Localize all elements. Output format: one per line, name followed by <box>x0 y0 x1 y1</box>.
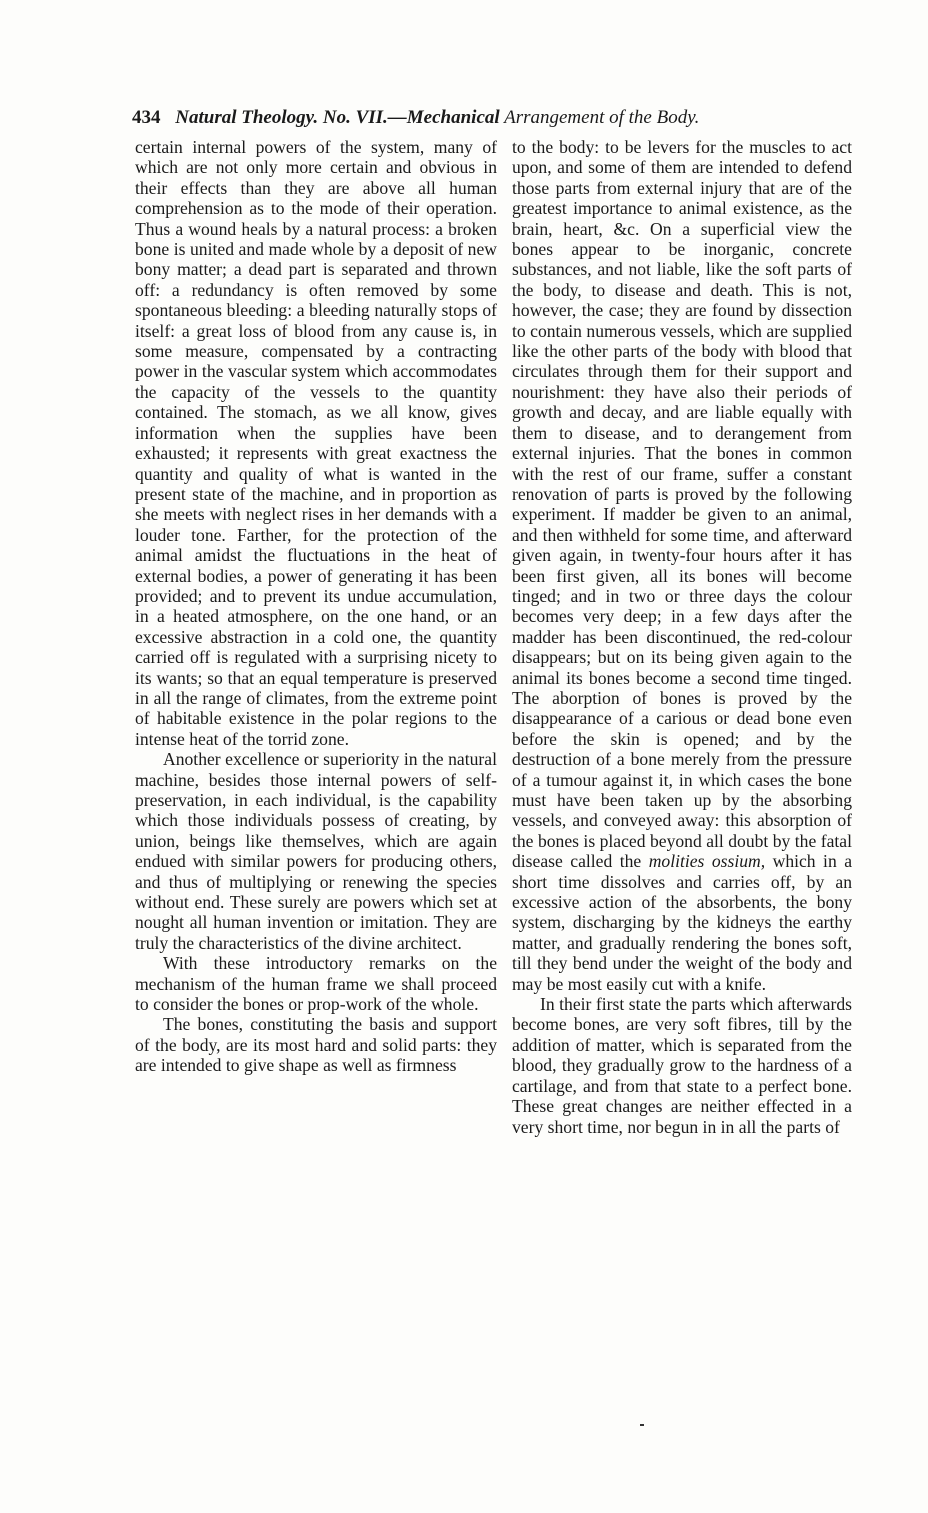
right-paragraph-1 <box>512 137 852 994</box>
right-paragraph-1-text-b: which in a short time dissolves and carries off, by an excessive action of the absorbents, the bony system, discharging by the kidneys the earthy matter, and gradually rendering the bones soft, till they bend under the weight of the body and may be most easily cut with a knife. <box>512 851 853 994</box>
header-title-part2: No. VII.—Mechanical <box>322 107 500 128</box>
left-paragraph-4: The bones, constituting the basis and support of the body, are its most hard and solid parts: they are intended to give shape as well as firmness <box>135 1014 497 1076</box>
right-column <box>512 137 852 1137</box>
left-paragraph-2: Another excellence or superiority in the natural machine, besides those internal powers of self-preservation, in each individual, is the capability which those individuals possess of creating, by union, beings like themselves, which are again endued with similar powers for producing others, and thus of multiplying or renewing the species without end. These surely are powers which set at nought all human invention or imitation. They are truly the characteristics of the divine architect. <box>135 749 497 953</box>
header-title-part3: Arrangement of the Body. <box>504 107 700 128</box>
right-paragraph-1-italic: molities ossium, <box>648 851 766 872</box>
page-number: 434 <box>132 107 161 128</box>
running-header <box>132 104 852 132</box>
left-paragraph-3: With these introductory remarks on the mechanism of the human frame we shall proceed to consider the bones or prop-work of the whole. <box>135 953 497 1015</box>
right-paragraph-2: In their first state the parts which afterwards become bones, are very soft fibres, till by the addition of matter, which is separated from the blood, they gradually grow to the hardness of a cartilage, and from that state to a perfect bone. These great changes are neither effected in a very short time, nor begun in in all the parts of <box>512 994 852 1137</box>
header-title-part1: Natural Theology. <box>175 107 319 128</box>
header-title <box>175 107 699 128</box>
printer-mark <box>640 1424 644 1426</box>
left-paragraph-1: certain internal powers of the system, many of which are not only more certain and obvious in their effects than they are above all human comprehension as to the mode of their operation. Thus a wound heals by a natural process: a broken bone is united and made whole by a deposit of new bony matter; a dead part is separated and thrown off: a redundancy is often removed by some spontaneous bleeding: a bleeding naturally stops of itself: a great loss of blood from any cause is, in some measure, compensated by a contracting power in the vascular system which accommodates the capacity of the vessels to the quantity contained. The stomach, as we all know, gives information when the supplies have been exhausted; it represents with great exactness the quantity and quality of what is wanted in the present state of the machine, and in proportion as she meets with neglect rises in her demands with a louder tone. Farther, for the protection of the animal amidst the fluctuations in the heat of external bodies, a power of generating it has been provided; and to prevent its undue accumulation, in a heated atmosphere, on the one hand, or an excessive abstraction in a cold one, the quantity carried off is regulated with a surprising nicety to its wants; so that an equal temperature is preserved in all the range of climates, from the extreme point of habitable existence in the polar regions to the intense heat of the torrid zone. <box>135 137 497 749</box>
left-column <box>135 137 497 1076</box>
right-paragraph-1-text-a: to the body: to be levers for the muscles to act upon, and some of them are intended to defend those parts from external injury that are of the greatest importance to animal existence, as the brain, heart, &c. On a superficial view the bones appear to be inorganic, concrete substances, and not liable, like the soft parts of the body, to disease and death. This is not, however, the case; they are found by dissection to contain numerous vessels, which are supplied like the other parts of the body with blood that circulates through them for their support and nourishment: they have also their periods of growth and decay, and are liable equally with them to disease, and to derangement from external injuries. That the bones in common with the rest of our frame, suffer a constant renovation of parts is proved by the following experiment. If madder be given to an animal, and then withheld for some time, and afterward given again, in twenty-four hours after it has been first given, all its bones will become tinged; and in two or three days the colour becomes very deep; in a few days after the madder has been discontinued, the red-colour disappears; but on its being given again to the animal its bones become a second time tinged. The aborption of bones is proved by the disappearance of a carious or dead bone even before the skin is opened; and by the destruction of a bone merely from the pressure of a tumour against it, in which cases the bone must have been taken up by the absorbing vessels, and conveyed away: this absorption of the bones is placed beyond all doubt by the fatal disease called the <box>512 137 852 872</box>
